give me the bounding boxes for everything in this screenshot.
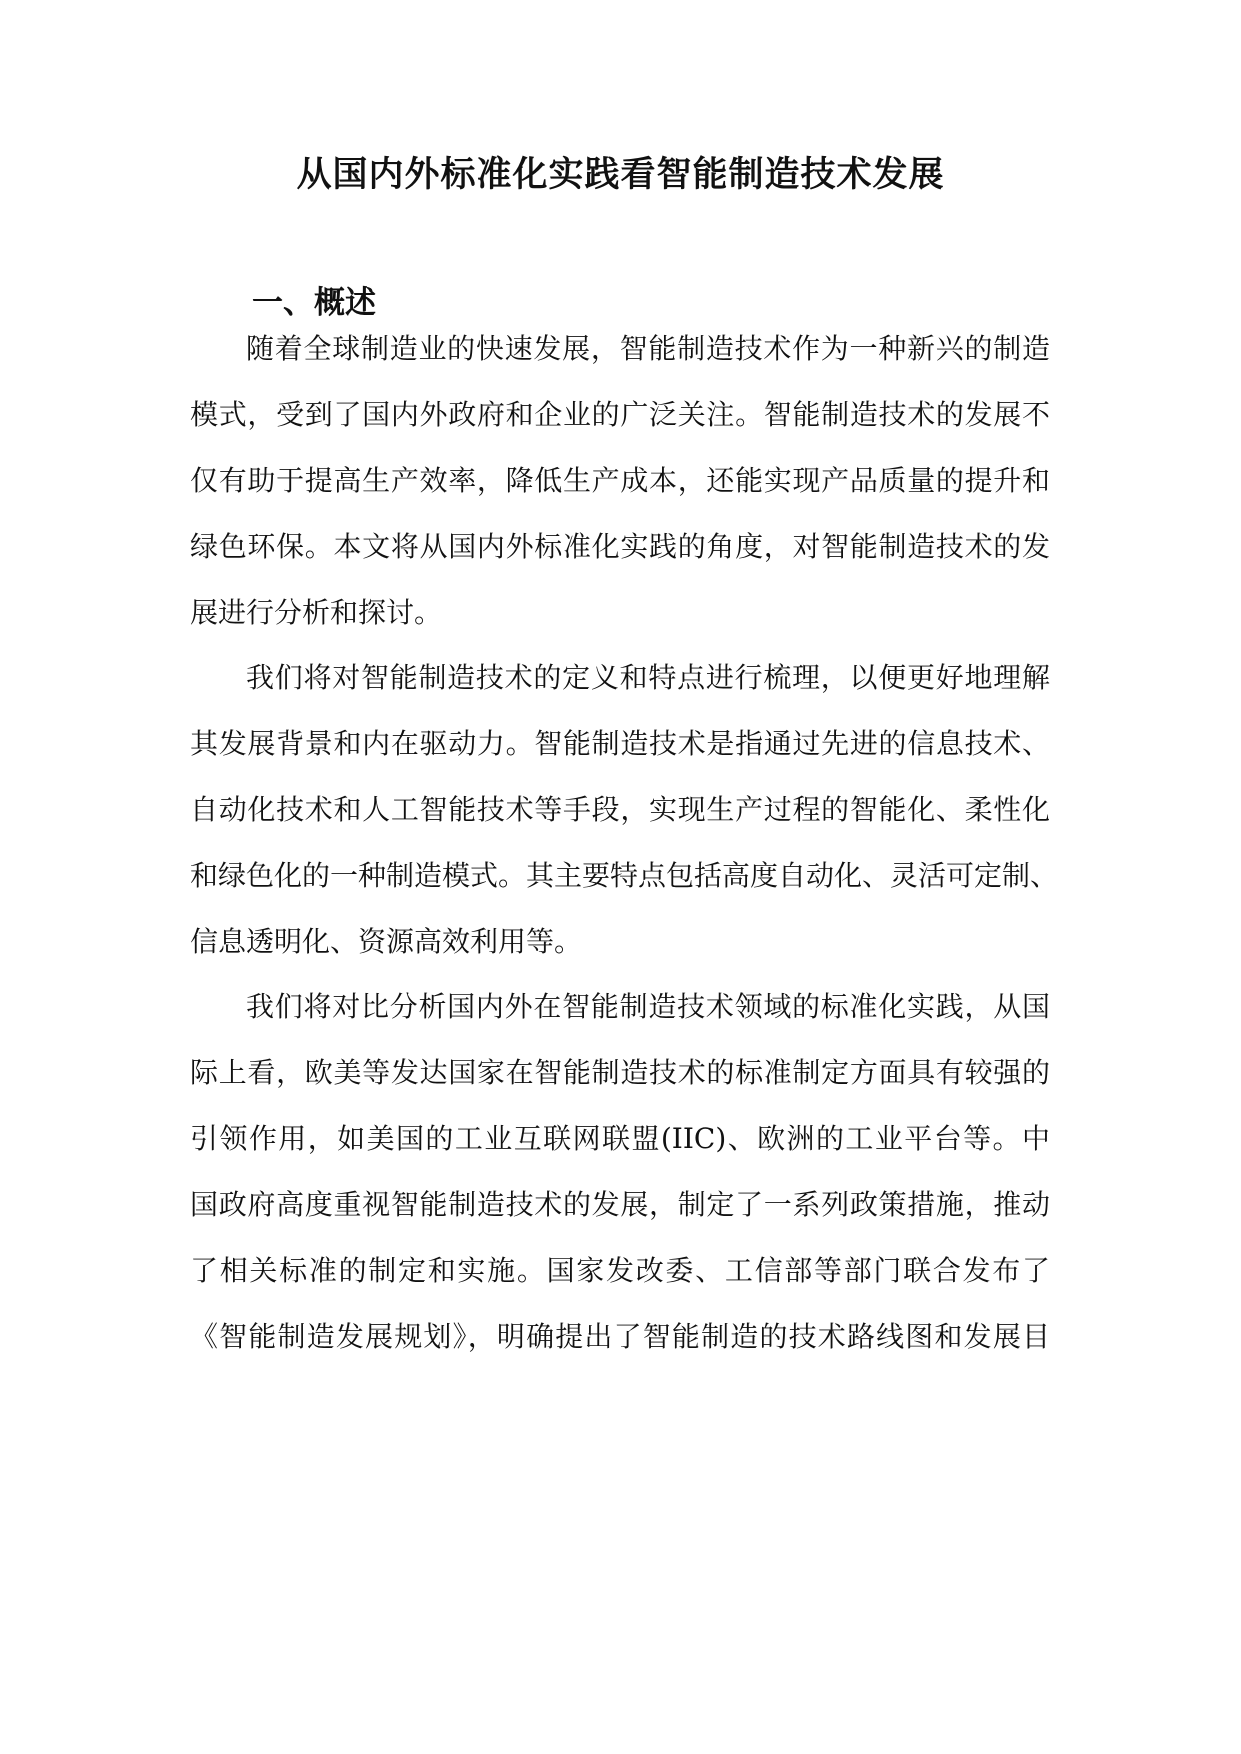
body-line: 我们将对比分析国内外在智能制造技术领域的标准化实践，从国: [246, 990, 1050, 1023]
body-line: 展进行分析和探讨。: [190, 596, 443, 629]
section-heading: 一、概述: [252, 285, 376, 321]
document-title: 从国内外标准化实践看智能制造技术发展: [296, 155, 945, 195]
body-line: 际上看，欧美等发达国家在智能制造技术的标准制定方面具有较强的: [190, 1056, 1050, 1089]
body-line: 其发展背景和内在驱动力。智能制造技术是指通过先进的信息技术、: [190, 727, 1050, 760]
body-line: 信息透明化、资源高效利用等。: [190, 925, 583, 958]
body-line: 模式，受到了国内外政府和企业的广泛关注。智能制造技术的发展不: [190, 398, 1050, 431]
body-line: 引领作用，如美国的工业互联网联盟(IIC)、欧洲的工业平台等。中: [190, 1122, 1050, 1155]
body-line: 和绿色化的一种制造模式。其主要特点包括高度自动化、灵活可定制、: [190, 859, 1059, 892]
body-line: 我们将对智能制造技术的定义和特点进行梳理，以便更好地理解: [246, 661, 1050, 694]
body-line: 绿色环保。本文将从国内外标准化实践的角度，对智能制造技术的发: [190, 530, 1050, 563]
body-line: 仅有助于提高生产效率，降低生产成本，还能实现产品质量的提升和: [190, 464, 1050, 497]
body-line: 国政府高度重视智能制造技术的发展，制定了一系列政策措施，推动: [190, 1188, 1050, 1221]
body-line: 随着全球制造业的快速发展，智能制造技术作为一种新兴的制造: [246, 332, 1050, 365]
body-line: 自动化技术和人工智能技术等手段，实现生产过程的智能化、柔性化: [190, 793, 1050, 826]
body-line: 了相关标准的制定和实施。国家发改委、工信部等部门联合发布了: [190, 1254, 1050, 1287]
body-line: 《智能制造发展规划》，明确提出了智能制造的技术路线图和发展目: [190, 1320, 1050, 1353]
